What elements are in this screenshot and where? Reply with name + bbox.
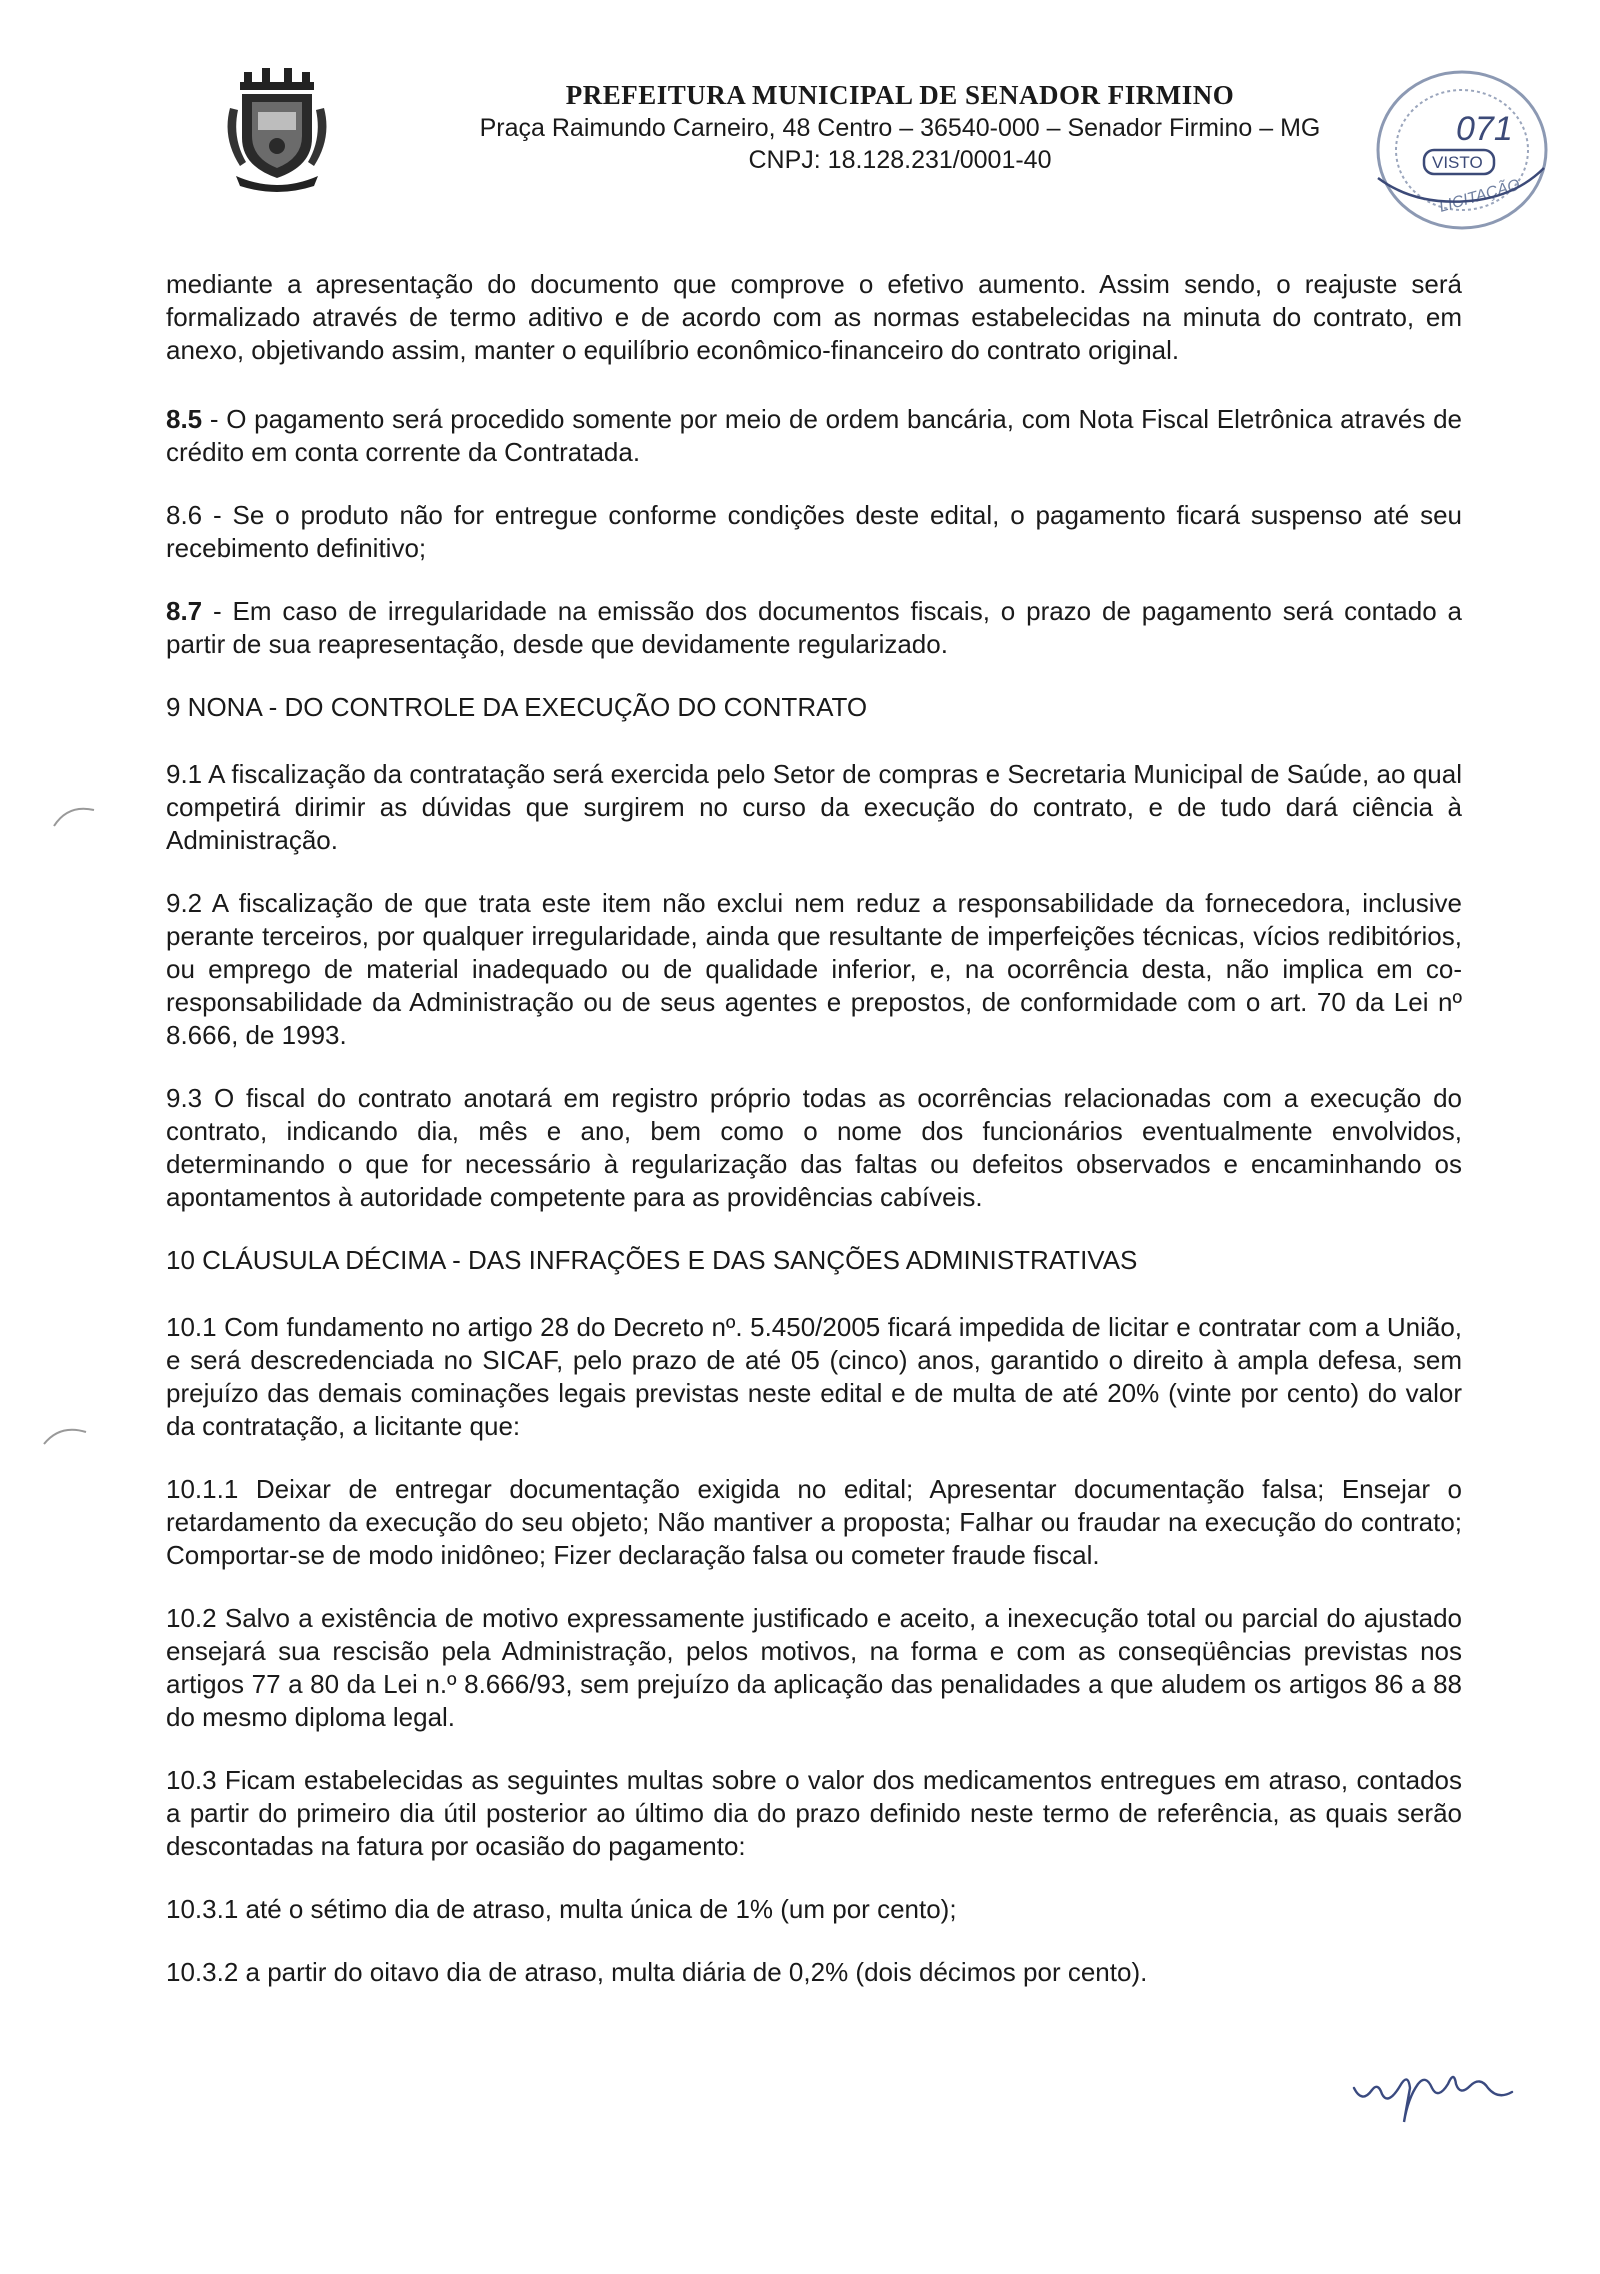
handwritten-signature xyxy=(1348,2048,1518,2128)
paragraph-intro: mediante a apresentação do documento que comprove o efetivo aumento. Assim sendo, o reajuste será formalizado através de termo aditivo e de acordo com as normas estabelecidas na minuta do contrato, em anexo, objetivando assim, manter o equilíbrio econômico-financeiro do contrato original. xyxy=(166,269,1462,365)
clause-text: - Em caso de irregularidade na emissão dos documentos fiscais, o prazo de pagamento será contado a partir de sua reapresentação, desde que devidamente regularizado. xyxy=(166,596,1462,659)
paragraph-10-1: 10.1 Com fundamento no artigo 28 do Decreto nº. 5.450/2005 ficará impedida de licitar e contratar com a União, e será descredenciada no SICAF, pelo prazo de até 05 (cinco) anos, garantido o direito à ampla defesa, sem prejuízo das demais cominações legais previstas neste edital e de multa de até 20% (vinte por cento) do valor da contratação, a licitante que: xyxy=(166,1312,1462,1441)
stamp-label: LICITAÇÃO xyxy=(1437,176,1522,216)
paragraph-8-6: 8.6 - Se o produto não for entregue conforme condições deste edital, o pagamento ficará suspenso até seu recebimento definitivo; xyxy=(166,500,1462,563)
clause-text: - O pagamento será procedido somente por meio de ordem bancária, com Nota Fiscal Eletrônica através de crédito em conta corrente da Contratada. xyxy=(166,404,1462,467)
paragraph-10-2: 10.2 Salvo a existência de motivo expressamente justificado e aceito, a inexecução total ou parcial do ajustado ensejará sua rescisão pela Administração, pelos motivos, na forma e com as conseqüências previstas nos artigos 77 a 80 da Lei n.º 8.666/93, sem prejuízo da aplicação das penalidades a que aludem os artigos 86 a 88 do mesmo diploma legal. xyxy=(166,1603,1462,1732)
paragraph-10-3-2: 10.3.2 a partir do oitavo dia de atraso, multa diária de 0,2% (dois décimos por cento). xyxy=(166,1957,1148,1987)
paragraph-9-2: 9.2 A fiscalização de que trata este item não exclui nem reduz a responsabilidade da fornecedora, inclusive perante terceiros, por qualquer irregularidade, ainda que resultante de imperfeições técnicas, vícios redibitórios, ou emprego de material inadequado ou de qualidade inferior, e, na ocorrência desta, não implica em co-responsabilidade da Administração ou de seus agentes e prepostos, de conformidade com o art. 70 da Lei nº 8.666, de 1993. xyxy=(166,888,1462,1050)
stamp-visto: VISTO xyxy=(1432,153,1483,172)
punch-mark-icon xyxy=(50,800,100,830)
paragraph-10-3: 10.3 Ficam estabelecidas as seguintes multas sobre o valor dos medicamentos entregues em atraso, contados a partir do primeiro dia útil posterior ao último dia do prazo definido neste termo de referência, as quais serão descontadas na fatura por ocasião do pagamento: xyxy=(166,1765,1462,1861)
paragraph-10-3-1: 10.3.1 até o sétimo dia de atraso, multa única de 1% (um por cento); xyxy=(166,1894,957,1924)
paragraph-8-7 xyxy=(166,595,1462,661)
stamp-page-number: 071 xyxy=(1456,110,1513,148)
paragraph-10-1-1: 10.1.1 Deixar de entregar documentação exigida no edital; Apresentar documentação falsa; Ensejar o retardamento da execução do seu objeto; Não mantiver a proposta; Falhar ou fraudar na execução do contrato; Comportar-se de modo inidôneo; Fizer declaração falsa ou cometer fraude fiscal. xyxy=(166,1474,1462,1570)
municipal-crest-icon xyxy=(222,68,332,192)
section-heading-10: 10 CLÁUSULA DÉCIMA - DAS INFRAÇÕES E DAS SANÇÕES ADMINISTRATIVAS xyxy=(166,1245,1138,1275)
letterhead xyxy=(400,78,1400,176)
paragraph-8-5 xyxy=(166,403,1462,469)
document-body xyxy=(166,268,1462,2019)
letterhead-address: Praça Raimundo Carneiro, 48 Centro – 36540-000 – Senador Firmino – MG xyxy=(479,114,1321,142)
punch-mark-icon xyxy=(40,1420,90,1450)
licitacao-stamp xyxy=(1358,58,1558,238)
paragraph-9-3: 9.3 O fiscal do contrato anotará em registro próprio todas as ocorrências relacionadas com a execução do contrato, indicando dia, mês e ano, bem como o nome dos funcionários eventualmente envolvidos, determinando o que for necessário à regularização das faltas ou defeitos observados e encaminhando os apontamentos à autoridade competente para as providências cabíveis. xyxy=(166,1083,1462,1212)
letterhead-title: PREFEITURA MUNICIPAL DE SENADOR FIRMINO xyxy=(565,80,1235,110)
paragraph-9-1: 9.1 A fiscalização da contratação será exercida pelo Setor de compras e Secretaria Municipal de Saúde, ao qual competirá dirimir as dúvidas que surgirem no curso da execução do contrato, e de tudo dará ciência à Administração. xyxy=(166,759,1462,855)
section-heading-9: 9 NONA - DO CONTROLE DA EXECUÇÃO DO CONTRATO xyxy=(166,692,868,722)
clause-number: 8.7 xyxy=(166,596,203,626)
letterhead-cnpj: CNPJ: 18.128.231/0001-40 xyxy=(748,146,1052,174)
clause-number: 8.5 xyxy=(166,404,203,434)
